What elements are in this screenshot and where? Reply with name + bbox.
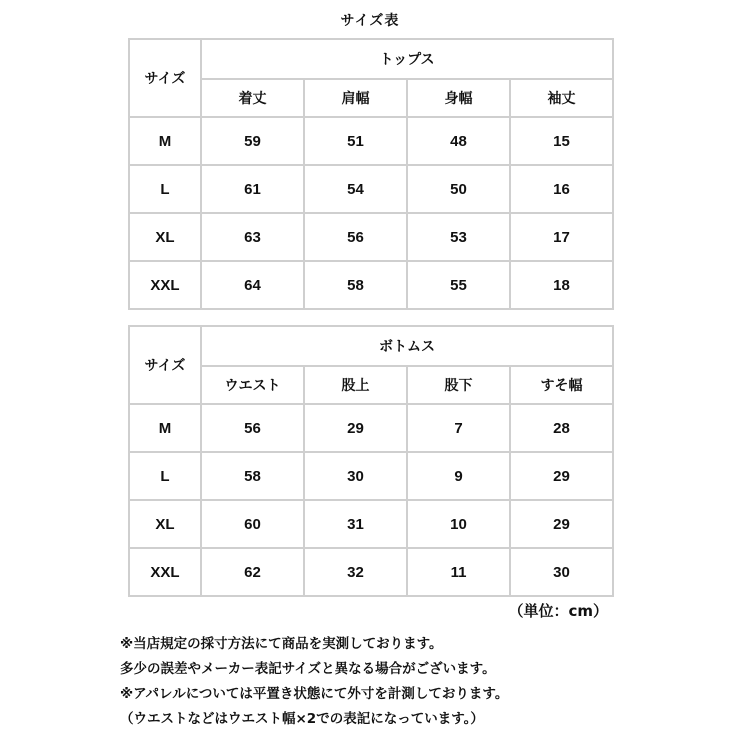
column-header: 股下 [407, 366, 510, 404]
value-cell: 50 [407, 165, 510, 213]
value-cell: 17 [510, 213, 613, 261]
value-cell: 30 [510, 548, 613, 596]
bottoms-size-table [128, 325, 614, 597]
column-header: 股上 [304, 366, 407, 404]
value-cell: 59 [201, 117, 304, 165]
value-cell: 56 [201, 404, 304, 452]
value-cell: 53 [407, 213, 510, 261]
size-cell: M [129, 117, 201, 165]
value-cell: 61 [201, 165, 304, 213]
table-row [129, 452, 613, 500]
size-cell: XXL [129, 548, 201, 596]
tops-size-table [128, 38, 614, 310]
value-cell: 15 [510, 117, 613, 165]
value-cell: 54 [304, 165, 407, 213]
value-cell: 55 [407, 261, 510, 309]
table-row [129, 261, 613, 309]
value-cell: 16 [510, 165, 613, 213]
value-cell: 63 [201, 213, 304, 261]
value-cell: 58 [304, 261, 407, 309]
note-line: ※当店規定の採寸方法にて商品を実測しております。 [120, 636, 443, 652]
column-header: 身幅 [407, 79, 510, 117]
size-cell: XL [129, 213, 201, 261]
value-cell: 48 [407, 117, 510, 165]
value-cell: 29 [304, 404, 407, 452]
table-row [129, 117, 613, 165]
value-cell: 7 [407, 404, 510, 452]
note-line: 多少の誤差やメーカー表記サイズと異なる場合がございます。 [120, 661, 496, 677]
size-cell: L [129, 452, 201, 500]
table-row [129, 404, 613, 452]
value-cell: 30 [304, 452, 407, 500]
value-cell: 9 [407, 452, 510, 500]
value-cell: 11 [407, 548, 510, 596]
page-title: サイズ表 [340, 13, 400, 29]
value-cell: 29 [510, 452, 613, 500]
table-row [129, 213, 613, 261]
category-header: トップス [201, 39, 613, 79]
table-row [129, 165, 613, 213]
value-cell: 10 [407, 500, 510, 548]
value-cell: 51 [304, 117, 407, 165]
value-cell: 32 [304, 548, 407, 596]
note-line: ※アパレルについては平置き状態にて外寸を計測しております。 [120, 686, 509, 702]
measurement-notes [120, 632, 640, 732]
column-header: ウエスト [201, 366, 304, 404]
value-cell: 31 [304, 500, 407, 548]
category-header: ボトムス [201, 326, 613, 366]
size-cell: XXL [129, 261, 201, 309]
note-line: （ウエストなどはウエスト幅×2での表記になっています。） [120, 711, 484, 727]
column-header: すそ幅 [510, 366, 613, 404]
size-cell: L [129, 165, 201, 213]
value-cell: 18 [510, 261, 613, 309]
value-cell: 64 [201, 261, 304, 309]
value-cell: 28 [510, 404, 613, 452]
size-cell: XL [129, 500, 201, 548]
value-cell: 29 [510, 500, 613, 548]
table-row [129, 548, 613, 596]
value-cell: 56 [304, 213, 407, 261]
value-cell: 60 [201, 500, 304, 548]
table-row [129, 500, 613, 548]
size-header: サイズ [129, 39, 201, 117]
value-cell: 62 [201, 548, 304, 596]
size-header: サイズ [129, 326, 201, 404]
column-header: 袖丈 [510, 79, 613, 117]
value-cell: 58 [201, 452, 304, 500]
column-header: 着丈 [201, 79, 304, 117]
column-header: 肩幅 [304, 79, 407, 117]
size-cell: M [129, 404, 201, 452]
unit-note: （単位：cm） [508, 602, 608, 620]
